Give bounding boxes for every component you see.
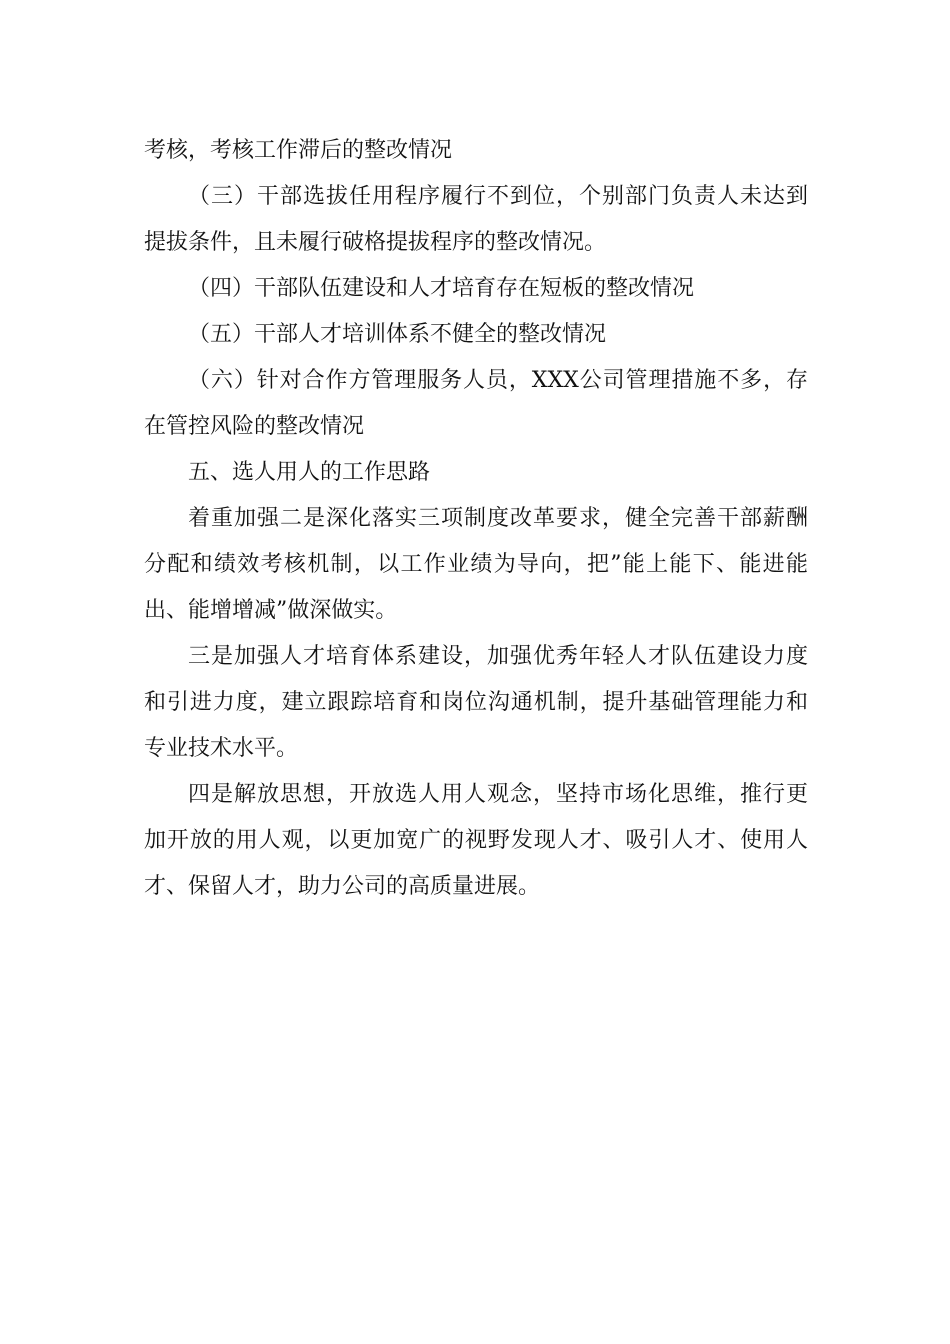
text-line: （五）干部人才培训体系不健全的整改情况 — [188, 322, 607, 347]
text-line: 着重加强二是深化落实三项制度改革要求，健全完善干部薪酬 — [188, 506, 808, 531]
document-body — [144, 128, 808, 910]
paragraph-point-three — [144, 634, 808, 772]
text-line: 才、保留人才，助力公司的高质量进展。 — [144, 874, 541, 899]
text-line: 四是解放思想，开放选人用人观念，坚持市场化思维，推行更 — [188, 782, 808, 807]
text-line: 在管控风险的整改情况 — [144, 414, 365, 439]
text-line: 专业技术水平。 — [144, 736, 299, 761]
paragraph-point-four — [144, 772, 808, 910]
paragraph-item-four — [144, 266, 808, 312]
section-heading-five — [144, 450, 808, 496]
paragraph-assessment-rectification — [144, 128, 808, 174]
paragraph-item-six — [144, 358, 808, 450]
text-line: （四）干部队伍建设和人才培育存在短板的整改情况 — [188, 276, 695, 301]
text-line: 考核，考核工作滞后的整改情况 — [144, 138, 453, 163]
text-line: （三）干部选拔任用程序履行不到位，个别部门负责人未达到 — [188, 184, 808, 209]
text-line: 和引进力度，建立跟踪培育和岗位沟通机制，提升基础管理能力和 — [144, 690, 808, 715]
text-line: 提拔条件，且未履行破格提拔程序的整改情况。 — [144, 230, 607, 255]
paragraph-item-three — [144, 174, 808, 266]
section-heading-text: 五、选人用人的工作思路 — [188, 460, 431, 485]
text-line: （六）针对合作方管理服务人员，XXX公司管理措施不多，存 — [188, 368, 808, 393]
text-line: 分配和绩效考核机制，以工作业绩为导向，把”能上能下、能进能 — [144, 552, 808, 577]
text-line: 三是加强人才培育体系建设，加强优秀年轻人才队伍建设力度 — [188, 644, 808, 669]
text-line: 出、能增增减”做深做实。 — [144, 598, 398, 623]
paragraph-focus-two — [144, 496, 808, 634]
text-line: 加开放的用人观，以更加宽广的视野发现人才、吸引人才、使用人 — [144, 828, 808, 853]
paragraph-item-five — [144, 312, 808, 358]
